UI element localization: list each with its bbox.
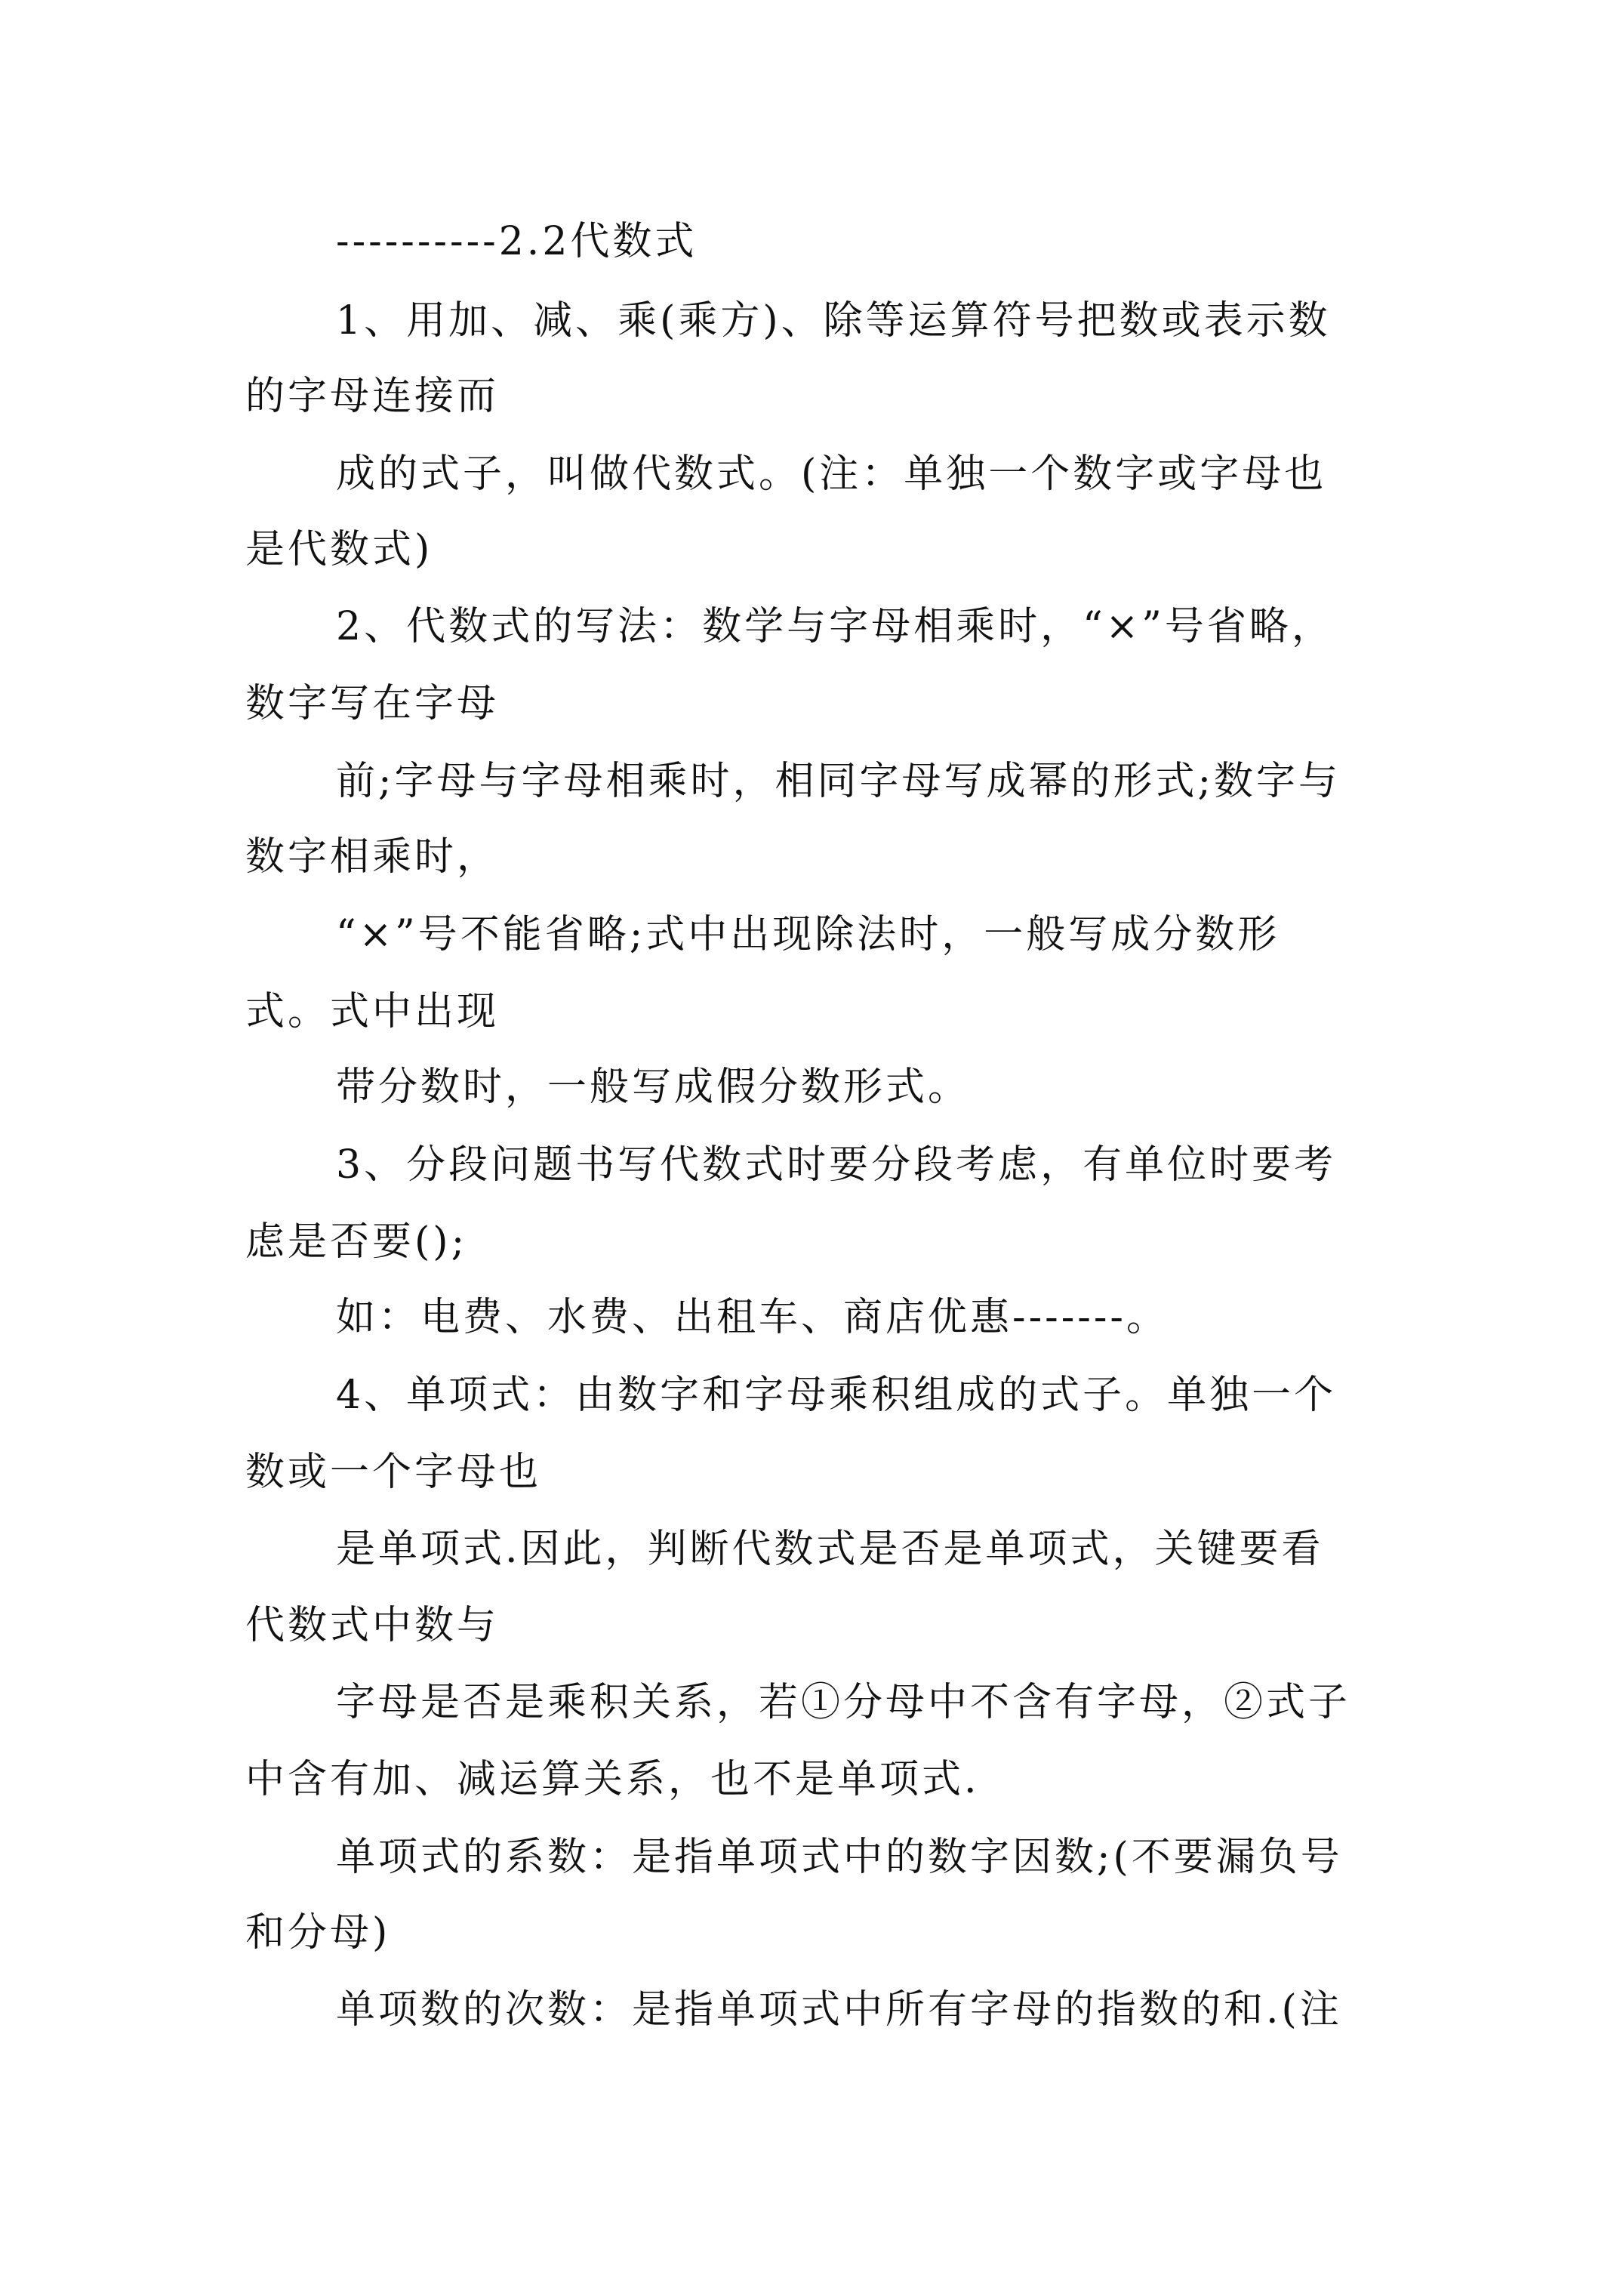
paragraph-line: 带分数时，一般写成假分数形式。	[336, 1065, 971, 1110]
paragraph-line: 3、分段问题书写代数式时要分段考虑，有单位时要考	[336, 1142, 1337, 1188]
paragraph-line: “×”号不能省略;式中出现除法时，一般写成分数形	[336, 912, 1280, 957]
paragraph-line: 式。式中出现	[245, 989, 500, 1034]
paragraph-line: 前;字母与字母相乘时，相同字母写成幂的形式;数字与	[336, 759, 1341, 804]
paragraph-line: 代数式中数与	[245, 1603, 500, 1648]
paragraph-line: 和分母)	[245, 1910, 391, 1955]
paragraph-line: 数字写在字母	[245, 681, 500, 726]
paragraph-line: 是单项式.因此，判断代数式是否是单项式，关键要看	[336, 1527, 1324, 1572]
paragraph-line: 单项式的系数：是指单项式中的数字因数;(不要漏负号	[336, 1835, 1343, 1880]
paragraph-line: 4、单项式：由数字和字母乘积组成的式子。单独一个	[336, 1373, 1337, 1418]
paragraph-line: 虑是否要();	[245, 1219, 468, 1265]
paragraph-line: 单项数的次数：是指单项式中所有字母的指数的和.(注	[336, 1987, 1342, 2032]
paragraph-line: 1、用加、减、乘(乘方)、除等运算符号把数或表示数	[336, 298, 1331, 344]
paragraph-line: 是代数式)	[245, 527, 433, 572]
paragraph-line: 字母是否是乘积关系，若①分母中不含有字母，②式子	[336, 1680, 1351, 1725]
paragraph-line: 成的式子，叫做代数式。(注：单独一个数字或字母也	[336, 451, 1327, 497]
paragraph-line: 的字母连接而	[245, 374, 500, 419]
paragraph-line: 数或一个字母也	[245, 1450, 542, 1495]
section-heading: ----------2.2代数式	[336, 219, 698, 264]
paragraph-line: 中含有加、减运算关系，也不是单项式.	[245, 1757, 980, 1802]
paragraph-line: 2、代数式的写法：数学与字母相乘时，“×”号省略，	[336, 604, 1334, 649]
paragraph-line: 数字相乘时，	[245, 834, 500, 880]
paragraph-line: 如：电费、水费、出租车、商店优惠-------。	[336, 1295, 1169, 1340]
